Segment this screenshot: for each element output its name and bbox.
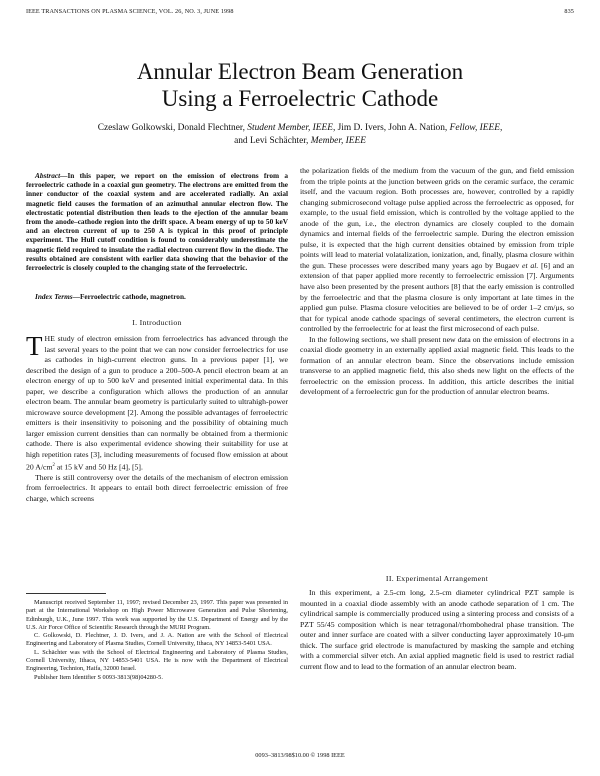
right-p1-etal: et al.	[522, 260, 539, 270]
index-terms-label: Index Terms	[35, 292, 73, 301]
index-terms-text: —Ferroelectric cathode, magnetron.	[72, 292, 186, 301]
experimental-paragraph-1: In this experiment, a 2.5-cm long, 2.5-cm diameter cylindrical PZT sample is mounted in a coaxial diode assembly with an anode cathode separation of 1 cm. The cylindrical sample is commercially produced using a sintering process and consists of a PZT 55/45 composition which is near tetragonal/rhombohedral phase transition. The outer and inner surface are coated with a silver conducting layer approximately 10-μm thick. The surface grid electrode is manufactured by masking the sample and etching with a commercial silver etch. An axial applied magnetic field is used to restrict radial current flow and to lead to the formation of an annular electron beam.	[300, 588, 574, 671]
index-terms	[26, 292, 288, 301]
footnotes	[26, 599, 288, 682]
experimental-body	[300, 588, 574, 672]
intro-paragraph-1	[26, 331, 288, 473]
footnote-manuscript: Manuscript received September 11, 1997; revised December 23, 1997. This paper was presented in part at the International Workshop on High Power Microwave Generation and Pulse Shortening, Edinburgh, U.K., June 1997. This work was supported by the U.S. Department of Energy and by the U.S. Air Force Office of Scientific Research through the MURI Program.	[26, 599, 288, 631]
abstract-text: In this paper, we report on the emission of electrons from a ferroelectric cathode in a coaxial gun geometry. The electrons are emitted from the inner conductor of the coaxial system and are accelerated radially. An axial magnetic field causes the formation of an azimuthal annular electron flow. The electrostatic potential distribution then leads to the ejection of the annular beam from the anode–cathode region into the drift space. A beam energy of up to 50 keV and an electron current of up to 250 A is typical in this proof of principle experiment. The Hull cutoff condition is found to considerably underestimate the magnetic field required to insulate the radial electron current flow in the diode. The results obtained are consistent with earlier data showing that the behavior of the ferroelectric is closely coupled to the changing state of the ferroelectric.	[26, 171, 288, 273]
intro-p1-superscript: 2	[52, 462, 55, 468]
authors-line-1	[60, 122, 540, 135]
abstract-label: Abstract—	[35, 171, 68, 180]
footnote-affiliation-2: L. Schächter was with the School of Electrical Engineering and Laboratory of Plasma Studies, Cornell University, Ithaca, NY 14853-5401 USA. He is now with the Department of Electrical Engineering, Technion, Haifa, 32000 Israel.	[26, 648, 288, 673]
right-paragraph-2: In the following sections, we shall present new data on the emission of electrons in a coaxial diode geometry in an externally applied axial magnetic field. This leads to the formation of an annular electron beam. Since the observations include emission transverse to an applied magnetic field, this also sheds new light on the effects of the ferroelectric on the emission process. In addition, this article describes the initial development of a ferroelectric gun for the production of annular electron beams.	[300, 334, 574, 397]
footnote-identifier: Publisher Item Identifier S 0093-3813(98)04280-5.	[34, 673, 163, 681]
authors-names-2: , Jim D. Ivers, John A. Nation,	[332, 123, 450, 133]
paper-title	[0, 58, 600, 112]
right-p1-text: the polarization fields of the medium from the vacuum of the gun, and field emission from the triple points at the junction between grids on the ceramic surface, the ceramic itself, and the vacuum region. Both processes are, however, controlled by a rapidly changing submicrosecond voltage pulse applied across the ferroelectric as opposed, for example, to the usual field emission, which is controlled by the voltage applied to the anode of the gun, i.e., the electron dynamics are closely coupled to the domain dynamics and internal fields of the ferroelectric sample. During the electron emission pulse, it is expected that the high current densities obtained by emission from triple points will lead to material volatalization, ionization, and, finally, plasma closure within the gun. These processes were described many years ago by Bugaev	[300, 166, 574, 270]
journal-header: IEEE TRANSACTIONS ON PLASMA SCIENCE, VOL. 26, NO. 3, JUNE 1998	[26, 8, 234, 15]
intro-p1-text: HE study of electron emission from ferroelectrics has advanced through the last several years to the point that we can now consider ferroelectrics for use as cathodes in high-current electron guns. In a previous paper [1], we described the design of a gun to produce a 200–500-A pencil electron beam at an electron energy of up to 500 keV and presented initial experimental data. In this paper, we describe a configuration which allows the production of an annular electron beam. The annular beam geometry is particularly suited to ultrahigh-power microwave source development [2]. Among the possible advantages of ferroelectric emitters is their insensitivity to poisoning and the possibility of obtaining much larger emission current densities than can normally be obtained from a thermionic cathode. There is also experimental evidence showing their suitability for use at high repetition rates [3], including measurements of focused flow emission at about 20 A/cm	[26, 334, 288, 472]
introduction-body	[26, 331, 288, 504]
author-role-fellow: Fellow, IEEE,	[449, 123, 503, 133]
authors-names-3: and Levi Schächter,	[234, 136, 311, 146]
right-column-body	[300, 166, 574, 398]
section-1-heading: I. Introduction	[132, 318, 182, 327]
title-line-2: Using a Ferroelectric Cathode	[161, 86, 439, 111]
page-number: 835	[564, 8, 574, 15]
intro-p1-end: at 15 kV and 50 Hz [4], [5].	[54, 462, 143, 472]
drop-cap: T	[26, 331, 43, 361]
author-role-member: Member, IEEE	[310, 136, 366, 146]
title-line-1: Annular Electron Beam Generation	[136, 59, 464, 84]
running-head	[26, 8, 574, 15]
authors-line-2	[60, 135, 540, 148]
right-p1-end: [6] and an extension of that paper applied more recently to ferroelectric emission [7]. Arguments have also been presented by the present authors [8] that the early emission is controlled by the ferroelectric and that the plasma closure is only important at late times in the applied gun pulse. Plasma closure velocities are believed to be of order 1–2 cm/μs, so that for typical anode cathode spacings of several centimeters, the electron current is controlled by the ferroelectric for at least the first microsecond of each pulse.	[300, 260, 575, 334]
author-list	[60, 122, 540, 148]
abstract	[26, 171, 288, 272]
intro-paragraph-2: There is still controversy over the details of the mechanism of electron emission from ferroelectrics. It appears to entail both direct ferroelectric emission of free charge, which screens	[26, 472, 288, 503]
footnote-affiliation-1: C. Golkowski, D. Flechtner, J. D. Ivers, and J. A. Nation are with the School of Electrical Engineering and Laboratory of Plasma Studies, Cornell University, Ithaca, NY 14853-5401 USA.	[26, 632, 288, 648]
right-paragraph-1	[300, 166, 574, 335]
author-role-student: Student Member, IEEE	[247, 123, 333, 133]
authors-names-1: Czeslaw Golkowski, Donald Flechtner,	[97, 123, 248, 133]
footnote-rule	[26, 593, 106, 594]
section-2-heading: II. Experimental Arrangement	[385, 574, 489, 583]
copyright-line: 0093–3813/98$10.00 © 1998 IEEE	[255, 752, 345, 759]
